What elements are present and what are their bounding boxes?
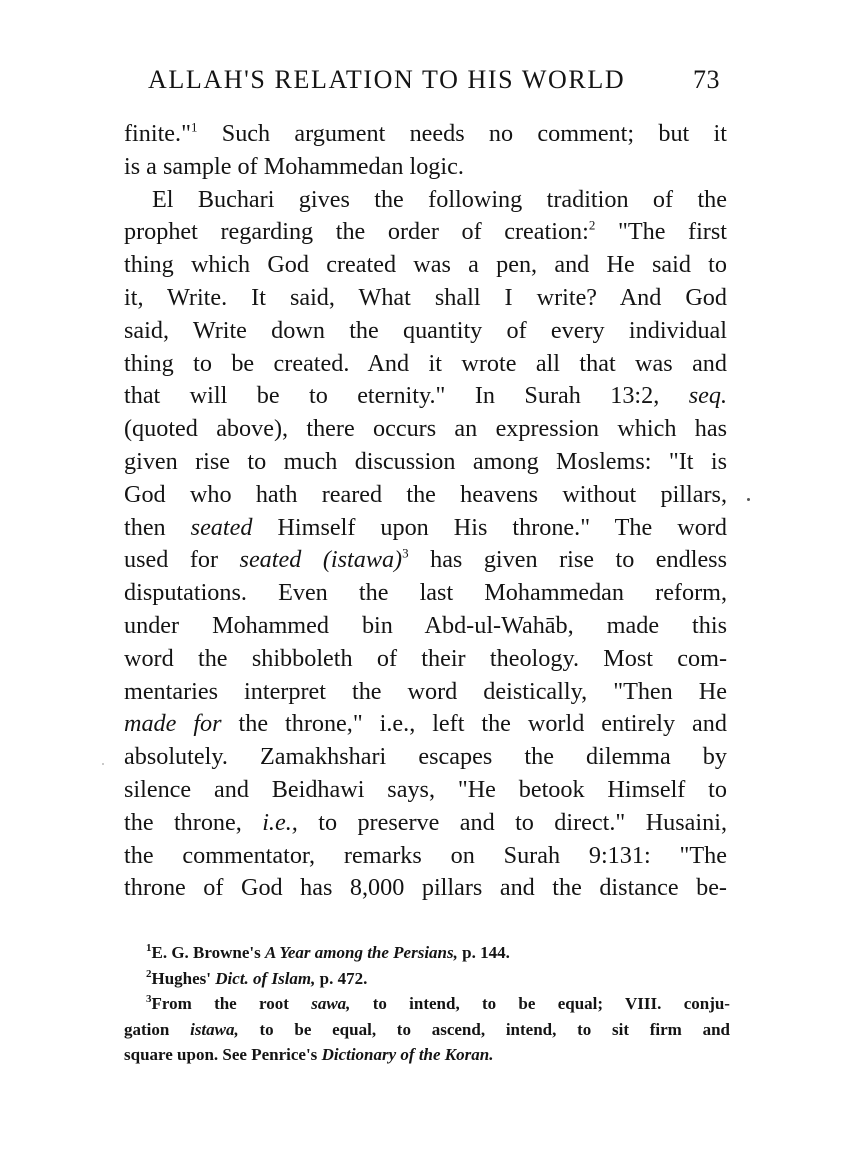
text-line — [124, 249, 727, 282]
footnote-text: E. G. Browne's — [151, 943, 266, 962]
text-segment: it, Write. It said, What shall I write? And God — [124, 283, 727, 311]
text-segment: the throne, — [124, 808, 263, 836]
text-segment: the commentator, remarks on Surah 9:131: "The — [124, 841, 727, 869]
footnote-reference: 3 — [402, 545, 409, 561]
body-text — [124, 118, 727, 905]
text-segment: is a sample of Mohammedan logic. — [124, 152, 464, 180]
running-head — [148, 62, 720, 98]
text-line — [124, 151, 727, 184]
text-segment: El Buchari gives the following tradition of the — [152, 185, 727, 213]
text-segment: "The first — [595, 218, 727, 246]
text-line — [124, 872, 727, 905]
text-line — [124, 216, 727, 249]
text-segment: that will be to eternity." In Surah 13:2, — [124, 382, 689, 410]
text-segment: given rise to much discussion among Moslems: "It is — [124, 447, 727, 475]
footnote-italic-text: Dict. of Islam, — [215, 968, 316, 988]
footnote-marker: 3 — [146, 992, 152, 1005]
text-segment: Such argument needs no comment; but it — [197, 120, 727, 147]
footnote-line — [124, 991, 730, 1017]
footnote-text: square upon. See Penrice's — [124, 1045, 322, 1064]
text-line — [124, 413, 727, 446]
text-line — [124, 446, 727, 479]
footnote-marker: 2 — [146, 967, 152, 980]
text-segment: God who hath reared the heavens without pillars, — [124, 480, 727, 508]
text-line — [124, 118, 727, 151]
footnotes — [124, 940, 730, 1068]
text-segment: Himself upon His throne." The word — [252, 513, 727, 541]
text-line — [124, 380, 727, 413]
text-segment: to preserve and to direct." Husaini, — [297, 808, 727, 836]
text-line — [124, 512, 727, 545]
text-line — [124, 774, 727, 807]
text-segment: (quoted above), there occurs an expression which has — [124, 415, 727, 443]
italic-text: seated (istawa) — [239, 546, 403, 574]
text-segment: under Mohammed bin Abd-ul-Wahāb, made this — [124, 611, 727, 639]
print-speck — [747, 498, 750, 501]
footnote-italic-text: istawa, — [190, 1019, 239, 1039]
text-segment: the throne," i.e., left the world entirely and — [221, 710, 727, 738]
footnote-marker: 1 — [146, 941, 152, 954]
text-segment: thing which God created was a pen, and He said to — [124, 251, 727, 279]
text-segment: prophet regarding the order of creation: — [124, 218, 589, 246]
text-segment: throne of God has 8,000 pillars and the distance be- — [124, 874, 727, 902]
italic-text: seated — [190, 513, 253, 541]
text-line — [124, 577, 727, 610]
text-line — [124, 282, 727, 315]
footnote-reference: 2 — [588, 217, 596, 233]
text-line — [124, 544, 727, 577]
text-line — [124, 840, 727, 873]
text-segment: thing to be created. And it wrote all that was and — [124, 349, 727, 377]
footnote-text: p. 144. — [457, 943, 510, 962]
footnote-italic-text: A Year among the Persians, — [265, 943, 458, 962]
footnote-text: p. 472. — [315, 968, 368, 988]
chapter-title: ALLAH'S RELATION TO HIS WORLD — [148, 65, 626, 94]
footnote-line — [124, 940, 730, 966]
italic-text: made for — [124, 710, 222, 738]
page-number: 73 — [693, 65, 720, 94]
footnote-text: to intend, to be equal; VIII. conju- — [350, 994, 730, 1013]
footnote-text: gation — [124, 1019, 191, 1039]
footnote-italic-text: Dictionary of the Koran. — [321, 1045, 494, 1064]
text-line — [124, 741, 727, 774]
text-line — [124, 708, 727, 741]
print-speck — [102, 763, 104, 765]
text-line — [124, 348, 727, 381]
italic-text: i.e., — [262, 808, 298, 836]
text-line — [124, 676, 727, 709]
text-segment: mentaries interpret the word deistically, "Then He — [124, 677, 727, 705]
text-segment: word the shibboleth of their theology. Most com- — [124, 644, 727, 672]
text-segment: said, Write down the quantity of every individual — [124, 316, 727, 344]
text-segment: absolutely. Zamakhshari escapes the dilemma by — [124, 743, 727, 771]
text-segment: has given rise to endless — [408, 546, 728, 574]
text-segment: finite." — [124, 120, 191, 147]
text-segment: then — [124, 513, 191, 541]
text-line — [124, 184, 727, 217]
footnote-line — [124, 1017, 730, 1043]
text-line — [124, 315, 727, 348]
text-segment: disputations. Even the last Mohammedan reform, — [124, 579, 727, 607]
footnote-reference: 1 — [190, 119, 198, 135]
text-line — [124, 807, 727, 840]
footnote-line — [124, 966, 730, 992]
text-line — [124, 610, 727, 643]
italic-text: seq. — [688, 382, 727, 410]
text-segment: used for — [124, 546, 240, 574]
footnote-italic-text: sawa, — [311, 994, 351, 1013]
footnote-text: Hughes' — [151, 968, 216, 988]
text-segment: silence and Beidhawi says, "He betook Himself to — [124, 775, 727, 803]
footnote-text: From the root — [151, 994, 312, 1013]
text-line — [124, 479, 727, 512]
text-line — [124, 643, 727, 676]
footnote-line — [124, 1042, 730, 1068]
footnote-text: to be equal, to ascend, intend, to sit firm and — [238, 1019, 730, 1039]
